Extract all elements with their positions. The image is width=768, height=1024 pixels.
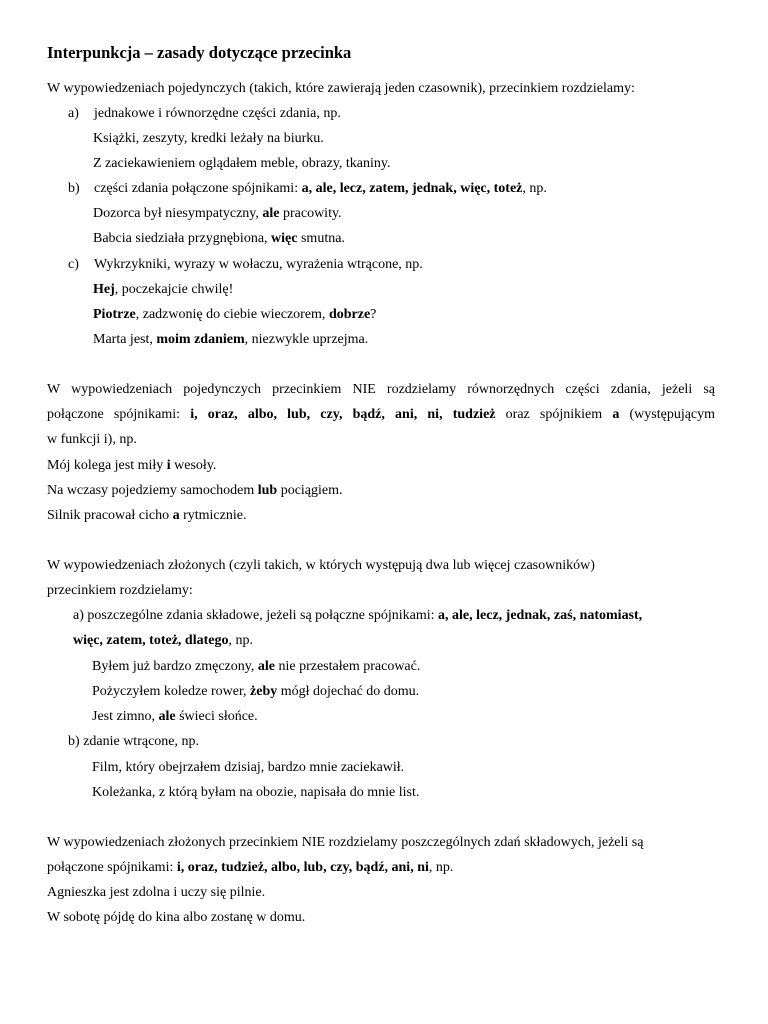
s1-intro: W wypowiedzeniach pojedynczych (takich, które zawierają jeden czasownik), przecinkiem rozdzielamy: [47,81,635,96]
s3-item-a-line-2 [73,631,253,651]
s3-b-example-1: Film, który obejrzałem dzisiaj, bardzo mnie zaciekawił. [92,760,405,775]
s3-a-example-2-post: mógł dojechać do domu. [277,684,420,699]
s1-item-b-marker: b) [68,181,80,196]
s2-example-3-post: rytmicznie. [179,508,247,523]
s1-item-a [68,104,341,124]
s1-a-example-1: Książki, zeszyty, kredki leżały na biurku. [93,131,324,146]
s1-b-example-2-post: smutna. [297,231,345,246]
s1-c-example-2-bold2: dobrze [328,307,371,322]
s3-item-b: b) zdanie wtrącone, np. [68,734,199,749]
s1-c-example-1 [93,280,233,300]
s1-c-example-3-post: , niezwykle uprzejma. [244,332,369,347]
s3-a-example-3 [92,707,258,727]
s2-example-2-bold: lub [257,483,278,498]
s3-a-example-3-bold: ale [158,709,176,724]
s2-example-2-pre: Na wczasy pojedziemy samochodem [47,483,258,498]
s1-b-example-1-post: pracowity. [279,206,342,221]
s1-c-example-2-mid: , zadzwonię do ciebie wieczorem, [135,307,329,322]
s2-line-2-mid: oraz spójnikiem [495,407,613,422]
s3-a-example-2-bold: żeby [250,684,278,699]
s1-item-c [68,255,423,275]
s2-example-1 [47,456,216,476]
s1-c-example-2-bold1: Piotrze [93,307,136,322]
s3-line-2: przecinkiem rozdzielamy: [47,583,193,598]
s3-item-a-bold1: a, ale, lecz, jednak, zaś, natomiast, [438,608,643,623]
s1-b-example-1 [93,204,342,224]
s2-line-3: w funkcji i), np. [47,432,137,447]
s2-line-2-bold1: i, oraz, albo, lub, czy, bądź, ani, ni, tudzież [190,407,496,422]
s1-item-c-text: Wykrzykniki, wyrazy w wołaczu, wyrażenia wtrącone, np. [94,257,423,272]
s1-c-example-1-bold: Hej [93,282,115,297]
s2-line-2-pre: połączone spójnikami: [47,407,191,422]
s2-example-3 [47,506,246,526]
s1-c-example-2-post: ? [370,307,377,322]
s1-item-a-text: jednakowe i równorzędne części zdania, np. [94,106,341,121]
s1-b-example-1-pre: Dozorca był niesympatyczny, [93,206,263,221]
s2-line-1: W wypowiedzeniach pojedynczych przecinkiem NIE rozdzielamy równorzędnych części zdania, jeżeli są [47,382,715,397]
s3-a-example-1 [92,657,420,677]
s2-example-1-post: wesoły. [170,458,217,473]
s4-example-1: Agnieszka jest zdolna i uczy się pilnie. [47,885,266,900]
s2-example-1-bold: i [166,458,171,473]
s3-b-example-2: Koleżanka, z którą byłam na obozie, napisała do mnie list. [92,785,420,800]
s2-example-3-bold: a [172,508,180,523]
s1-b-example-2-bold: więc [271,231,298,246]
s1-item-b [68,179,547,199]
s1-c-example-2 [93,305,376,325]
s1-item-b-conjunctions: a, ale, lecz, zatem, jednak, więc, toteż [301,181,523,196]
s4-line-2 [47,858,453,878]
s3-a-example-2-pre: Pożyczyłem koledze rower, [92,684,251,699]
s4-line-1: W wypowiedzeniach złożonych przecinkiem NIE rozdzielamy poszczególnych zdań składowych, jeżeli są [47,835,644,850]
s2-example-3-pre: Silnik pracował cicho [47,508,173,523]
s3-a-example-1-pre: Byłem już bardzo zmęczony, [92,659,258,674]
s3-item-a-bold2: więc, zatem, toteż, dlatego [73,633,229,648]
s1-item-b-text1: części zdania połączone spójnikami: [94,181,302,196]
s2-line-2-bold2: a [612,407,620,422]
s4-line-2-pre: połączone spójnikami: [47,860,177,875]
s3-a-example-1-post: nie przestałem pracować. [274,659,421,674]
s4-line-2-bold: i, oraz, tudzież, albo, lub, czy, bądź, ani, ni [176,860,429,875]
s3-a-example-3-pre: Jest zimno, [92,709,159,724]
s1-item-c-marker: c) [68,257,79,272]
s3-a-example-1-bold: ale [257,659,275,674]
s1-item-b-text2: , np. [522,181,547,196]
s1-b-example-2-pre: Babcia siedziała przygnębiona, [93,231,272,246]
s2-example-2 [47,481,343,501]
s1-c-example-3-bold: moim zdaniem [156,332,245,347]
s3-item-a-pre: a) poszczególne zdania składowe, jeżeli są połączne spójnikami: [73,608,439,623]
s3-line-1: W wypowiedzeniach złożonych (czyli takich, w których występują dwa lub więcej czasowników) [47,558,595,573]
s4-example-2: W sobotę pójdę do kina albo zostanę w domu. [47,910,306,925]
s3-item-a-line-1 [73,606,642,626]
s2-line-2-post: (występującym [619,407,716,422]
s3-item-a-post: , np. [228,633,253,648]
document-title: Interpunkcja – zasady dotyczące przecinka [47,43,352,62]
s1-c-example-1-post: , poczekajcie chwilę! [114,282,234,297]
s2-example-1-pre: Mój kolega jest miły [47,458,167,473]
s1-b-example-2 [93,229,345,249]
s4-line-2-post: , np. [428,860,454,875]
s1-a-example-2: Z zaciekawieniem oglądałem meble, obrazy, tkaniny. [93,156,391,171]
s3-a-example-3-post: świeci słońce. [175,709,258,724]
s1-item-a-marker: a) [68,106,79,121]
s3-a-example-2 [92,682,419,702]
s1-b-example-1-bold: ale [262,206,280,221]
s2-example-2-post: pociągiem. [277,483,343,498]
s1-c-example-3-pre: Marta jest, [93,332,157,347]
s2-line-2 [47,405,715,425]
s1-c-example-3 [93,330,368,350]
